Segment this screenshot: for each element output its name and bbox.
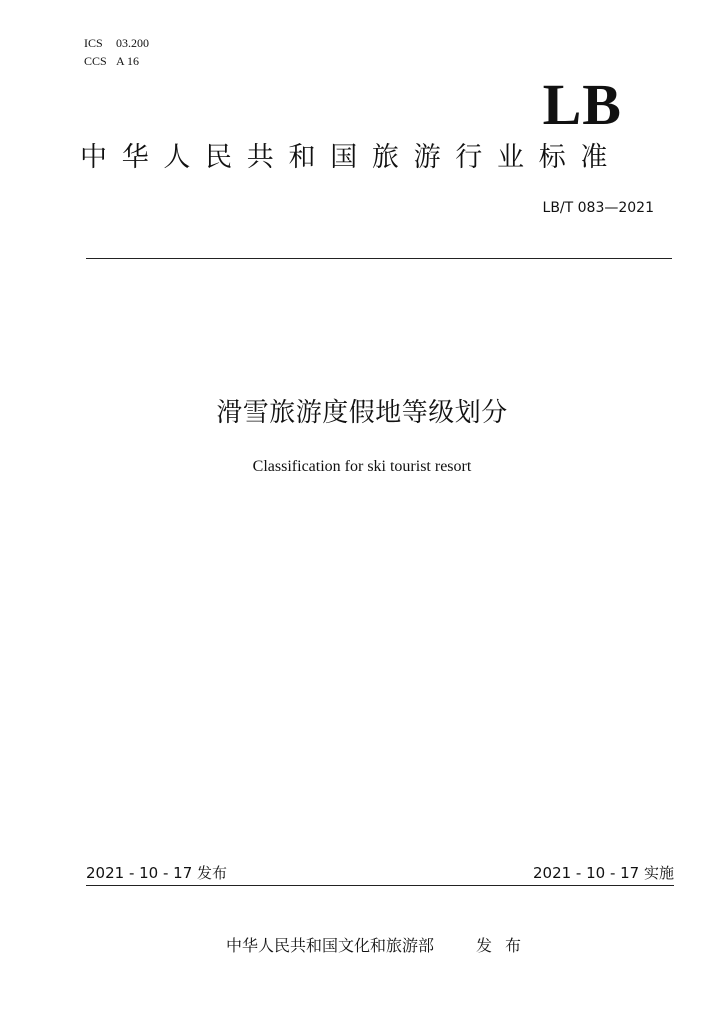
publisher-name: 中华人民共和国文化和旅游部 xyxy=(226,936,435,955)
standard-number: LB/T 083—2021 xyxy=(542,200,654,216)
standard-category-title: 中华人民共和国旅游行业标准 xyxy=(80,142,623,173)
ccs-row xyxy=(84,52,149,70)
ccs-value: A 16 xyxy=(116,54,140,68)
header-divider xyxy=(86,258,672,259)
classification-codes xyxy=(84,34,149,70)
footer-divider xyxy=(86,885,674,886)
publish-label: 发布 xyxy=(476,936,535,955)
issue-date: 2021 - 10 - 17 发布 xyxy=(86,864,228,882)
document-title: 滑雪旅游度假地等级划分 xyxy=(216,398,508,428)
effective-date: 2021 - 10 - 17 实施 xyxy=(532,864,674,882)
ics-row xyxy=(84,34,149,52)
document-subtitle-english: Classification for ski tourist resort xyxy=(252,458,472,475)
ics-value: 03.200 xyxy=(116,36,149,50)
ccs-label: CCS xyxy=(84,54,107,68)
standard-series-mark: LB xyxy=(542,72,622,137)
ics-label: ICS xyxy=(84,36,103,50)
